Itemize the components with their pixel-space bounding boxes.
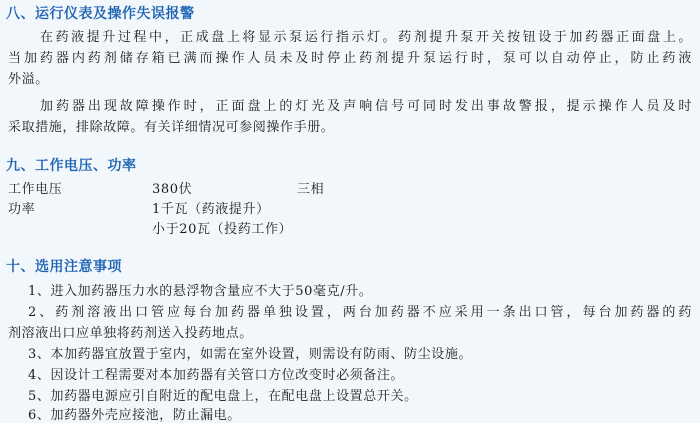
section-9-heading: 九、工作电压、功率 [6, 158, 137, 174]
section-8-paragraph-1-line-3: 外溢。 [8, 72, 49, 87]
phase-value: 三相 [297, 182, 325, 197]
section-8-paragraph-1-line-1: 在药液提升过程中，正成盘上将显示泵运行指示灯。药剂提升泵开关按钮设于加药器正面盘上。 [40, 30, 692, 45]
section-8-heading: 八、运行仪表及操作失误报警 [6, 6, 195, 22]
section-10-heading: 十、选用注意事项 [6, 259, 122, 275]
note-item-6: 6、加药器外壳应接池，防止漏电。 [28, 408, 241, 423]
power-value-lift: 1千瓦（药液提升） [152, 202, 270, 217]
note-item-2-line-1: 2、药剂溶液出口管应每台加药器单独设置，两台加药器不应采用一条出口管，每台加药器的药 [28, 305, 692, 320]
section-8-paragraph-1-line-2: 当加药器内药剂储存箱已满而操作人员未及时停止药剂提升泵运行时，泵可以自动停止，防止药液 [8, 51, 692, 66]
note-item-2-line-2: 剂溶液出口应单独将药剂送入投药地点。 [8, 326, 253, 341]
note-item-4: 4、因设计工程需要对本加药器有关管口方位改变时必须备注。 [28, 368, 405, 383]
voltage-value: 380伏 [152, 182, 193, 197]
section-8-paragraph-2-line-2: 采取措施，排除故障。有关详细情况可参阅操作手册。 [8, 120, 335, 135]
note-item-5: 5、加药器电源应引自附近的配电盘上，在配电盘上设置总开关。 [28, 389, 418, 404]
power-value-dosing: 小于20瓦（投药工作） [152, 222, 293, 237]
voltage-label: 工作电压 [8, 182, 63, 197]
note-item-3: 3、本加药器宜放置于室内，如需在室外设置，则需设有防雨、防尘设施。 [28, 347, 473, 362]
section-8-paragraph-2-line-1: 加药器出现故障操作时，正面盘上的灯光及声响信号可同时发出事故警报，提示操作人员及时 [40, 99, 692, 114]
power-label: 功率 [8, 202, 36, 217]
note-item-1: 1、进入加药器压力水的悬浮物含量应不大于50毫克/升。 [28, 284, 373, 299]
